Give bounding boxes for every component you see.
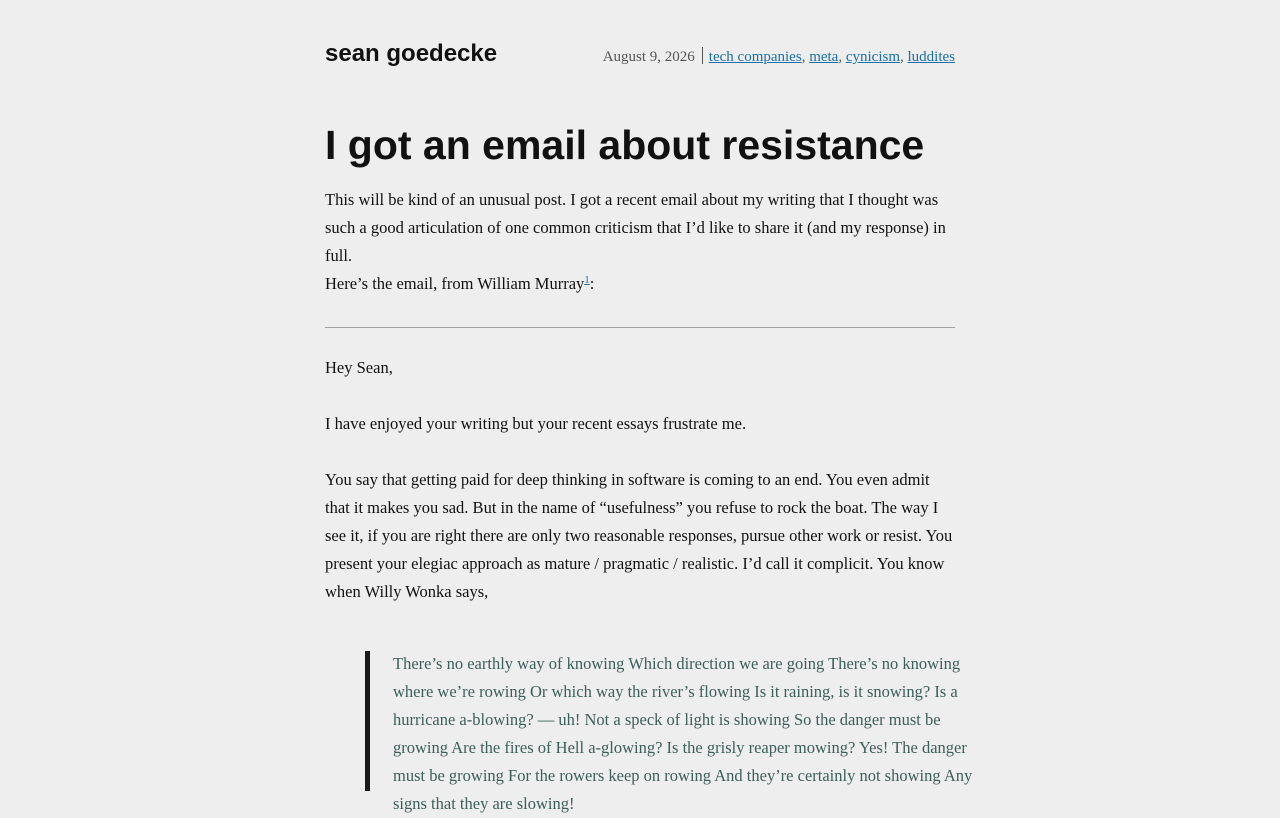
tag-link-meta[interactable]: meta <box>809 49 839 65</box>
email-intro-text: Here’s the email, from William Murray <box>325 274 585 293</box>
song-blockquote <box>365 651 995 813</box>
site-title-link[interactable]: sean goedecke <box>325 40 498 67</box>
footnote-link[interactable]: 1 <box>584 274 590 286</box>
tag-link-luddites[interactable]: luddites <box>907 49 955 65</box>
meta-separator <box>702 47 703 64</box>
blockquote-text: There’s no earthly way of knowing Which direction we are going There’s no knowing where we’re rowing Or which way the river’s flowing Is it raining, is it snowing? Is a hurricane a-blowing? — uh! Not a speck of light is showing So the danger must be growing Are the fires of Hell a-glowing? Is the grisly reaper mowing? Yes! The danger must be growing For the rowers keep on rowing And they’re certainly not showing Any signs that they are slowing! <box>393 654 973 813</box>
site-header <box>325 0 955 90</box>
section-divider <box>325 327 955 328</box>
email-intro-paragraph <box>325 270 955 298</box>
email-greeting: Hey Sean, <box>325 358 393 377</box>
post-title: I got an email about resistance <box>325 122 925 168</box>
page-container <box>325 0 973 813</box>
post-date: August 9, 2026 <box>602 49 695 65</box>
tag-link-cynicism[interactable]: cynicism <box>845 49 900 65</box>
email-paragraph-1: I have enjoyed your writing but your recent essays frustrate me. <box>325 414 747 433</box>
email-paragraph-2: You say that getting paid for deep thinking in software is coming to an end. You even admit that it makes you sad. But in the name of “usefulness” you refuse to rock the boat. The way I see it, if you are right there are only two reasonable responses, pursue other work or resist. You present your elegiac approach as mature / pragmatic / realistic. I’d call it complicit. You know when Willy Wonka says, <box>325 470 953 601</box>
intro-paragraph: This will be kind of an unusual post. I got a recent email about my writing that I thought was such a good articulation of one common criticism that I’d like to share it (and my response) in full. <box>325 190 946 265</box>
email-intro-suffix: : <box>589 274 595 293</box>
post-meta: August 9, 2026 tech companies, meta, cynicism, luddites <box>602 49 955 65</box>
tag-link-tech-companies[interactable]: tech companies <box>708 49 802 65</box>
